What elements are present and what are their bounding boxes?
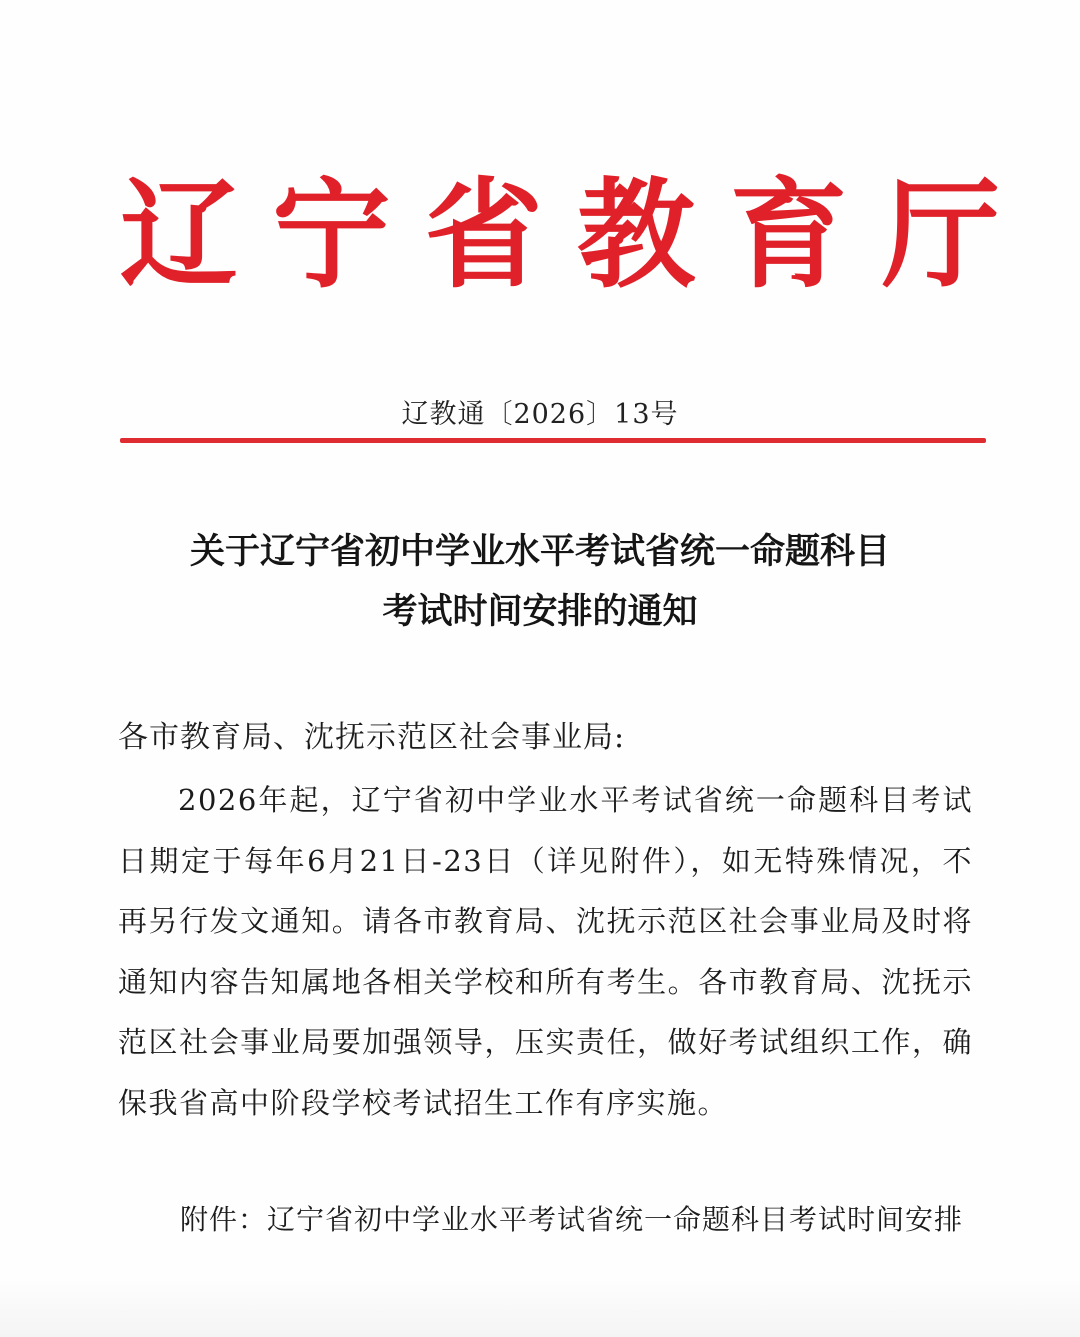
agency-char: 省 (424, 165, 543, 304)
header-divider (120, 438, 986, 443)
agency-char: 厅 (881, 165, 1000, 304)
agency-char: 辽 (120, 165, 239, 304)
attachment-line: 附件：辽宁省初中学业水平考试省统一命题科目考试时间安排 (180, 1203, 964, 1236)
agency-char: 宁 (272, 165, 391, 304)
agency-char: 教 (577, 165, 696, 304)
notice-title-line-1: 关于辽宁省初中学业水平考试省统一命题科目 (189, 532, 890, 572)
document-number: 辽教通〔2026〕13号 (401, 399, 679, 430)
notice-title-line-2: 考试时间安排的通知 (382, 592, 698, 632)
page-bottom-shadow (0, 1277, 1080, 1337)
salutation: 各市教育局、沈抚示范区社会事业局: (118, 720, 626, 755)
notice-body: 2026年起，辽宁省初中学业水平考试省统一命题科目考试日期定于每年6月21日-23日（详见附件），如无特殊情况，不再另行发文通知。请各市教育局、沈抚示范区社会事业局及时将通知内容告知属地各相关学校和所有考生。各市教育局、沈抚示范区社会事业局要加强领导，压实责任，做好考试组织工作，确保我省高中阶段学校考试招生工作有序实施。 (118, 783, 973, 1120)
agency-char: 育 (729, 165, 848, 304)
agency-header (120, 165, 1000, 305)
notice-title (90, 522, 990, 642)
